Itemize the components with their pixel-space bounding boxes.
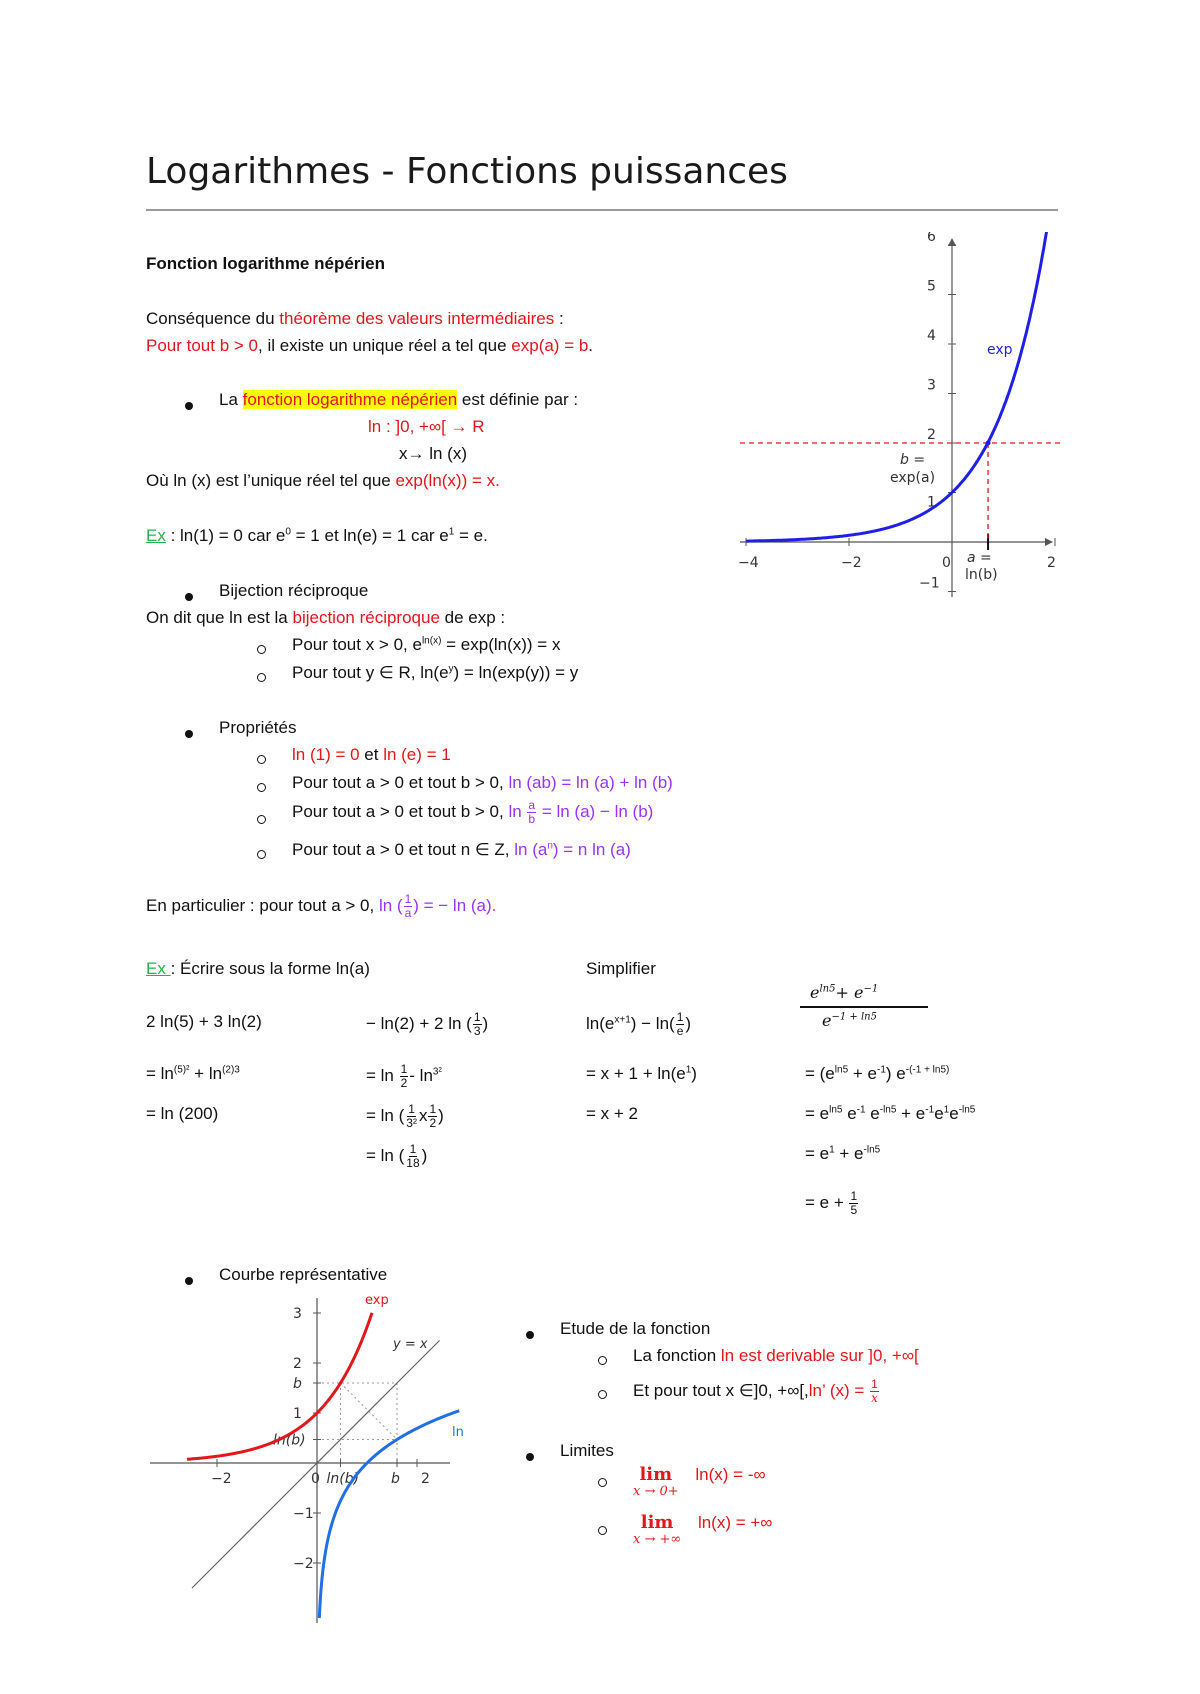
denominator: e	[676, 1024, 684, 1038]
bijection-item-1	[292, 634, 560, 656]
text: ln(e	[586, 1013, 615, 1033]
a-label-line1: a =	[967, 550, 992, 566]
y-tick-label: 1	[927, 494, 936, 511]
highlighted-term: fonction logarithme népérien	[242, 390, 458, 409]
y-tick-label: b	[293, 1376, 302, 1392]
text: ln(x) = -∞	[695, 1465, 766, 1484]
intro-line-2	[146, 335, 593, 357]
text: - ln	[409, 1065, 433, 1085]
text: + e	[848, 1064, 877, 1083]
fraction	[676, 1011, 685, 1038]
denominator: a	[404, 906, 412, 920]
text: théorème des valeurs intermédiaires	[279, 309, 555, 328]
bullet	[185, 397, 193, 415]
sub-bullet	[257, 641, 266, 659]
text: La	[219, 390, 243, 409]
curve-heading: Courbe représentative	[219, 1265, 388, 1284]
text: ln(x) = +∞	[697, 1513, 773, 1532]
text: = 1 et ln(e) = 1 car e	[290, 526, 449, 545]
exercise-instruction	[146, 958, 370, 980]
text: x → 0+	[633, 1484, 679, 1499]
text: ln	[508, 801, 527, 821]
text: (2)3	[222, 1064, 240, 1076]
exp-ln-graph	[150, 1288, 485, 1628]
col2-line4	[366, 1143, 427, 1170]
sub-bullet	[598, 1386, 607, 1404]
text: -ln5	[958, 1104, 976, 1116]
col2-line2	[366, 1063, 442, 1090]
definition-where	[146, 470, 500, 492]
text: ln5	[829, 1104, 843, 1116]
ln-curve-label: ln	[452, 1425, 464, 1440]
text: En particulier : pour tout a > 0,	[146, 895, 379, 915]
text: -1	[925, 1104, 935, 1116]
property-3	[292, 799, 653, 826]
numerator: 1	[676, 1010, 684, 1024]
fraction	[473, 1011, 482, 1038]
text: = ln (	[366, 1105, 405, 1125]
numerator: 1	[473, 1010, 481, 1024]
sub-bullet	[257, 669, 266, 687]
text: , il existe un unique réel a tel que	[258, 336, 512, 355]
text: -(-1 + ln5)	[905, 1064, 950, 1076]
text: Pour tout x > 0, e	[292, 635, 422, 654]
text: de exp :	[439, 608, 506, 627]
fraction	[849, 1190, 858, 1217]
y-tick-label: 5	[927, 278, 936, 295]
identity-line	[192, 1341, 440, 1589]
section-title: Fonction logarithme népérien	[146, 254, 385, 273]
properties-heading: Propriétés	[219, 718, 297, 737]
bullet	[526, 1448, 534, 1466]
study-heading: Etude de la fonction	[560, 1319, 711, 1338]
denominator: 3²	[406, 1116, 417, 1130]
text: et	[359, 745, 384, 764]
y-tick-label: 3	[927, 377, 936, 394]
fraction	[400, 1063, 409, 1090]
definition-map-2: x→ ln (x)	[399, 444, 467, 463]
text: -ln5	[879, 1104, 897, 1116]
col1-line2	[146, 1063, 240, 1085]
text: )	[691, 1064, 697, 1083]
col4-numerator	[800, 980, 928, 1006]
numerator: 1	[400, 1062, 408, 1076]
numerator: 1	[429, 1102, 437, 1116]
text: On dit que ln est la	[146, 608, 293, 627]
x-tick-label: 2	[421, 1471, 430, 1487]
limit-operator	[633, 1513, 681, 1547]
limit-operator	[633, 1465, 679, 1499]
text: (5)²	[173, 1064, 190, 1076]
exp-curve-label: exp	[365, 1293, 389, 1308]
text: bijection réciproque	[292, 608, 440, 627]
x-tick-label: −2	[211, 1471, 232, 1487]
col4-line2	[805, 1063, 949, 1085]
x-tick-label: b	[391, 1471, 400, 1487]
x-axis-arrow	[1045, 538, 1053, 546]
x-tick-label: ln(b)	[326, 1471, 360, 1487]
col4-fraction	[800, 980, 928, 1034]
text: ) = ln(exp(y)) = y	[453, 663, 579, 682]
denominator: 2	[429, 1116, 437, 1130]
fraction	[428, 1103, 437, 1130]
b-label-line2: exp(a)	[890, 470, 936, 486]
text: − ln(2) + 2 ln (	[366, 1013, 472, 1033]
denominator: 2	[400, 1076, 408, 1090]
x-tick-label: 2	[1047, 555, 1056, 571]
limit-2	[633, 1513, 772, 1547]
particular-line	[146, 893, 496, 920]
text: = e	[805, 1144, 830, 1163]
sub-bullet	[598, 1474, 607, 1492]
sub-bullet	[257, 779, 266, 797]
text: −1	[863, 983, 879, 995]
text: e	[822, 1010, 832, 1030]
col3-line3: = x + 2	[586, 1104, 638, 1123]
y-tick-label: −1	[919, 575, 940, 592]
text: ln (a	[514, 840, 548, 859]
bijection-heading: Bijection réciproque	[219, 581, 369, 600]
bullet	[185, 588, 193, 606]
text: lim	[640, 1512, 674, 1533]
text: n	[547, 840, 553, 852]
text: exp(a) = b	[511, 336, 589, 355]
bullet	[526, 1326, 534, 1344]
text: 1	[943, 1104, 950, 1116]
y-tick-label: 2	[927, 427, 936, 443]
text: Et pour tout x ∈]0, +∞[,	[633, 1380, 809, 1400]
text: = e +	[805, 1192, 849, 1212]
text: .	[588, 336, 594, 355]
text: Où ln (x) est l’unique réel tel que	[146, 471, 396, 490]
text: + e	[835, 983, 864, 1002]
text: : Écrire sous la forme ln(a)	[170, 959, 370, 978]
x-tick-label: −4	[738, 555, 759, 571]
text: y	[448, 663, 454, 675]
text: = ln (	[366, 1145, 405, 1165]
numerator: 1	[408, 1102, 415, 1116]
text: + e	[834, 1144, 864, 1163]
text: -1	[856, 1104, 866, 1116]
denominator: 18	[406, 1156, 420, 1170]
text: ln5	[834, 1064, 849, 1076]
numerator: 1	[409, 1142, 417, 1156]
exp-curve	[746, 232, 1047, 541]
fraction	[404, 893, 413, 920]
col1-line1: 2 ln(5) + 3 ln(2)	[146, 1012, 262, 1031]
text: lim	[639, 1464, 673, 1485]
property-1	[292, 744, 451, 766]
study-item-2	[633, 1378, 880, 1405]
y-tick-label: 4	[927, 328, 936, 344]
text: )	[685, 1013, 692, 1033]
text: La fonction	[633, 1346, 721, 1365]
ln-curve	[319, 1411, 459, 1618]
text: ln (e) = 1	[383, 745, 451, 764]
sub-bullet	[598, 1522, 607, 1540]
numerator: 1	[850, 1189, 858, 1203]
text: ln(x)	[421, 635, 442, 647]
text: )	[421, 1145, 428, 1165]
title-rule	[146, 209, 1058, 211]
a-label-line2: ln(b)	[965, 567, 998, 583]
identity-line-label: y = x	[393, 1337, 428, 1352]
definition-line	[219, 389, 578, 411]
text: Conséquence du	[146, 309, 280, 328]
text: )	[438, 1105, 444, 1125]
sub-bullet	[257, 811, 266, 829]
x-tick-label: 0	[942, 555, 951, 571]
text: est définie par :	[457, 390, 579, 409]
text: -ln5	[863, 1144, 881, 1156]
text: Pour tout a > 0 et tout b > 0,	[292, 801, 509, 821]
limit-1	[633, 1465, 766, 1499]
text: Pour tout b > 0	[146, 336, 258, 355]
fraction	[405, 1143, 420, 1170]
x-tick-label: −2	[841, 555, 862, 571]
tick-labels	[738, 232, 1056, 592]
text: −1 + ln5	[831, 1011, 877, 1023]
bijection-item-2	[292, 662, 578, 684]
text: ) = − ln (a).	[413, 895, 497, 915]
text: ln (1) = 0	[292, 745, 360, 764]
text: = ln	[366, 1065, 399, 1085]
fraction	[405, 1103, 418, 1130]
text: x → +∞	[633, 1532, 682, 1547]
exercise-simplify: Simplifier	[586, 959, 656, 978]
y-tick-label: 1	[293, 1406, 302, 1422]
text: = ln (a) − ln (b)	[537, 801, 654, 821]
y-tick-label: −2	[293, 1556, 314, 1572]
text: 1	[829, 1144, 835, 1156]
axes	[740, 238, 1053, 597]
property-4	[292, 839, 631, 861]
text: e	[810, 983, 820, 1002]
numerator: 1	[871, 1377, 878, 1391]
text: = x + 1 + ln(e	[586, 1064, 686, 1083]
definition-map-1: ln : ]0, +∞[ → R	[368, 417, 485, 436]
col4-line4	[805, 1143, 880, 1165]
col2-line3	[366, 1103, 444, 1130]
text: Pour tout y ∈ R, ln(e	[292, 663, 449, 682]
y-tick-label: −1	[293, 1506, 314, 1522]
formula: ln (ab) = ln (a) + ln (b)	[508, 773, 673, 792]
intersection-point	[986, 441, 991, 446]
x-tick-label: 0	[311, 1471, 320, 1487]
page-title: Logarithmes - Fonctions puissances	[146, 151, 788, 192]
text: ln’ (x) =	[808, 1380, 870, 1400]
text: e	[949, 1104, 959, 1123]
text: e	[842, 1104, 857, 1123]
numerator: a	[528, 798, 536, 812]
text: Pour tout a > 0 et tout n ∈ Z,	[292, 840, 515, 859]
text: + ln	[189, 1064, 223, 1083]
text: exp(ln(x)) = x.	[395, 471, 500, 490]
b-label-line1: b =	[900, 452, 926, 468]
text: ) − ln(	[630, 1013, 675, 1033]
text: -1	[876, 1064, 886, 1076]
example-1	[146, 525, 488, 547]
limits-heading: Limites	[560, 1441, 614, 1460]
text: 3²	[432, 1066, 442, 1078]
intro-line-1	[146, 308, 564, 330]
text: = e	[805, 1104, 830, 1123]
property-2	[292, 772, 673, 794]
text: ln (	[378, 895, 403, 915]
numerator: 1	[404, 892, 412, 906]
fraction	[527, 799, 536, 826]
text: 1	[448, 526, 455, 538]
col4-line3	[805, 1103, 975, 1125]
text: :	[554, 309, 564, 328]
fraction	[870, 1378, 879, 1405]
denominator: b	[528, 812, 536, 826]
y-tick-label: 2	[293, 1356, 302, 1372]
denominator: 3	[473, 1024, 481, 1038]
text: x+1	[614, 1014, 631, 1026]
col4-denominator	[800, 1008, 928, 1034]
y-tick-label: 6	[927, 232, 936, 245]
text: ) e	[885, 1064, 906, 1083]
col3-line2	[586, 1063, 697, 1085]
col4-line5	[805, 1190, 859, 1217]
study-item-1	[633, 1345, 919, 1367]
text: ln5	[819, 983, 836, 995]
text: = e.	[454, 526, 488, 545]
bijection-line	[146, 607, 505, 629]
text: x	[418, 1105, 428, 1125]
text: ln est derivable sur ]0, +∞[	[720, 1346, 919, 1365]
text: = exp(ln(x)) = x	[441, 635, 561, 654]
text: ) = n ln (a)	[552, 840, 631, 859]
example-label: Ex	[146, 526, 166, 545]
text: = (e	[805, 1064, 835, 1083]
col2-line1	[366, 1011, 488, 1038]
text: = ln	[146, 1064, 174, 1083]
denominator: x	[871, 1391, 878, 1405]
denominator: 5	[850, 1203, 858, 1217]
bullet	[185, 725, 193, 743]
text: e	[865, 1104, 880, 1123]
text: + e	[896, 1104, 926, 1123]
exp-curve-label: exp	[987, 342, 1013, 358]
exp-graph	[735, 232, 1065, 602]
y-tick-label: ln(b)	[273, 1432, 306, 1449]
sub-bullet	[257, 751, 266, 769]
example-label: Ex	[146, 959, 171, 978]
col3-line1	[586, 1011, 691, 1038]
sub-bullet	[257, 846, 266, 864]
text: )	[482, 1013, 489, 1033]
text: Pour tout a > 0 et tout b > 0,	[292, 773, 509, 792]
text: 1	[685, 1064, 692, 1076]
text: 0	[285, 526, 291, 538]
col1-line3: = ln (200)	[146, 1104, 219, 1123]
sub-bullet	[598, 1352, 607, 1370]
y-tick-label: 3	[293, 1306, 302, 1322]
text: e	[934, 1104, 944, 1123]
text: : ln(1) = 0 car e	[165, 526, 286, 545]
